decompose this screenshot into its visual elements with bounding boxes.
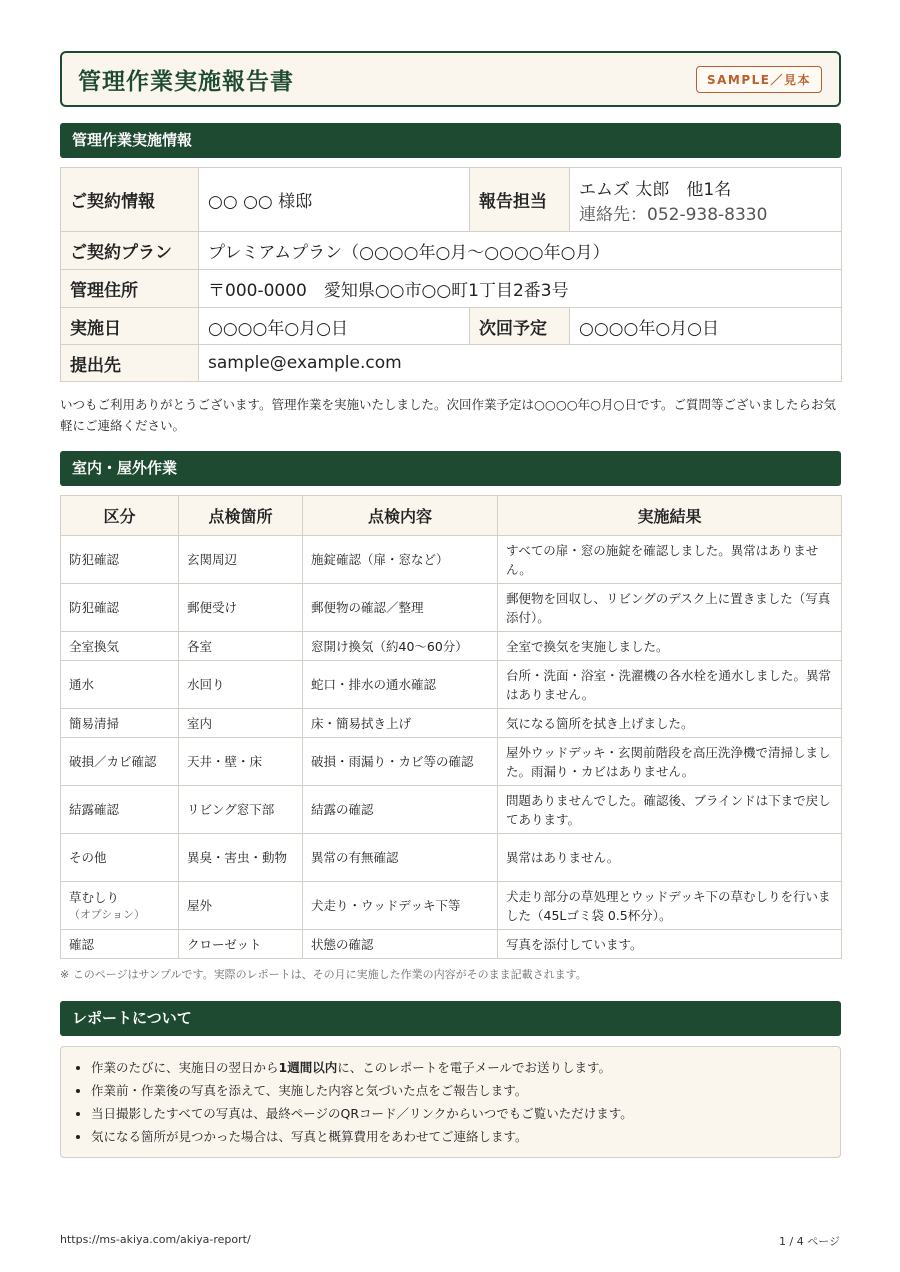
reporter-label: 報告担当 — [470, 168, 570, 232]
table-row — [61, 709, 842, 738]
row-content: 破損・雨漏り・カビ等の確認 — [303, 738, 498, 786]
row-place: リビング窓下部 — [179, 786, 303, 834]
row-result: 郵便物を回収し、リビングのデスク上に置きました（写真添付）。 — [498, 584, 842, 632]
title-box — [60, 51, 841, 107]
info-row-date — [61, 308, 842, 345]
table-row — [61, 632, 842, 661]
row-place: 郵便受け — [179, 584, 303, 632]
table-row — [61, 738, 842, 786]
next-value: ○○○○年○月○日 — [570, 308, 842, 345]
row-category-cell — [61, 882, 179, 930]
intro-text: いつもご利用ありがとうございます。管理作業を実施いたしました。次回作業予定は○○○○年○月○日です。ご質問等ございましたらお気軽にご連絡ください。 — [60, 397, 836, 433]
table-row — [61, 834, 842, 882]
row-result: 気になる箇所を拭き上げました。 — [498, 709, 842, 738]
row-content: 犬走り・ウッドデッキ下等 — [303, 882, 498, 930]
row-result: 写真を添付しています。 — [498, 930, 842, 959]
row-category: 通水 — [61, 661, 179, 709]
address-value: 〒000-0000 愛知県○○市○○町1丁目2番3号 — [199, 270, 842, 308]
row-result: 台所・洗面・浴室・洗濯機の各水栓を通水しました。異常はありません。 — [498, 661, 842, 709]
row-category: 簡易清掃 — [61, 709, 179, 738]
row-place: 天井・壁・床 — [179, 738, 303, 786]
header-category: 区分 — [61, 496, 179, 536]
table-row — [61, 536, 842, 584]
row-result: 異常はありません。 — [498, 834, 842, 882]
list-item: • 当日撮影したすべての写真は、最終ページのQRコード／リンクからいつでもご覧いただけます。 — [91, 1102, 826, 1125]
row-result: 問題ありませんでした。確認後、ブラインドは下まで戻してあります。 — [498, 786, 842, 834]
row-result: 全室で換気を実施しました。 — [498, 632, 842, 661]
row-category: 草むしり — [69, 890, 120, 905]
sample-badge: SAMPLE／見本 — [696, 66, 822, 93]
contract-value: ○○ ○○ 様邸 — [199, 168, 470, 232]
header-place: 点検箇所 — [179, 496, 303, 536]
about-item1-pre: 作業のたびに、実施日の翌日から — [91, 1060, 279, 1075]
submit-value: sample@example.com — [199, 345, 842, 382]
row-content: 異常の有無確認 — [303, 834, 498, 882]
row-content: 施錠確認（扉・窓など） — [303, 536, 498, 584]
sample-note: ※ このページはサンプルです。実際のレポートは、その月に実施した作業の内容がそのまま記載されます。 — [60, 968, 587, 981]
work-table-header — [61, 496, 842, 536]
list-item — [91, 1056, 826, 1079]
option-note: （オプション） — [69, 908, 146, 921]
date-value: ○○○○年○月○日 — [199, 308, 470, 345]
reporter-name: エムズ 太郎 他1名 — [579, 179, 732, 200]
info-row-submit — [61, 345, 842, 382]
address-label: 管理住所 — [61, 270, 199, 308]
info-row-address — [61, 270, 842, 308]
list-item: • 作業前・作業後の写真を添えて、実施した内容と気づいた点をご報告します。 — [91, 1079, 826, 1102]
row-category: 防犯確認 — [61, 584, 179, 632]
report-page — [60, 51, 841, 1158]
row-place: 異臭・害虫・動物 — [179, 834, 303, 882]
row-result: 屋外ウッドデッキ・玄関前階段を高圧洗浄機で清掃しました。雨漏り・カビはありません。 — [498, 738, 842, 786]
table-row — [61, 882, 842, 930]
table-row — [61, 584, 842, 632]
row-category: その他 — [61, 834, 179, 882]
info-row-contract — [61, 168, 842, 232]
section-header-info: 管理作業実施情報 — [60, 123, 841, 158]
info-table — [60, 167, 842, 382]
row-category: 結露確認 — [61, 786, 179, 834]
plan-label: ご契約プラン — [61, 232, 199, 270]
table-row — [61, 786, 842, 834]
work-table — [60, 495, 842, 959]
info-row-plan — [61, 232, 842, 270]
section-header-work: 室内・屋外作業 — [60, 451, 841, 486]
row-category: 破損／カビ確認 — [61, 738, 179, 786]
row-content: 蛇口・排水の通水確認 — [303, 661, 498, 709]
row-content: 窓開け換気（約40〜60分） — [303, 632, 498, 661]
about-item1-bold: 1週間以内 — [278, 1060, 338, 1075]
header-content: 点検内容 — [303, 496, 498, 536]
row-content: 郵便物の確認／整理 — [303, 584, 498, 632]
page-number: 1 / 4 ページ — [779, 1235, 840, 1248]
row-place: 各室 — [179, 632, 303, 661]
row-place: 玄関周辺 — [179, 536, 303, 584]
row-content: 状態の確認 — [303, 930, 498, 959]
row-place: 室内 — [179, 709, 303, 738]
next-label: 次回予定 — [470, 308, 570, 345]
about-list — [91, 1056, 826, 1148]
table-row — [61, 661, 842, 709]
plan-value: プレミアムプラン（○○○○年○月〜○○○○年○月） — [199, 232, 842, 270]
reporter-cell — [570, 168, 842, 232]
about-box — [60, 1046, 841, 1158]
row-category: 全室換気 — [61, 632, 179, 661]
table-row — [61, 930, 842, 959]
row-category: 防犯確認 — [61, 536, 179, 584]
footer-url: https://ms-akiya.com/akiya-report/ — [60, 1233, 251, 1246]
row-content: 結露の確認 — [303, 786, 498, 834]
contract-label: ご契約情報 — [61, 168, 199, 232]
list-item: • 気になる箇所が見つかった場合は、写真と概算費用をあわせてご連絡します。 — [91, 1125, 826, 1148]
row-result: 犬走り部分の草処理とウッドデッキ下の草むしりを行いました（45Lゴミ袋 0.5杯分）。 — [498, 882, 842, 930]
row-result: すべての扉・窓の施錠を確認しました。異常はありません。 — [498, 536, 842, 584]
row-place: 屋外 — [179, 882, 303, 930]
row-place: 水回り — [179, 661, 303, 709]
row-place: クローゼット — [179, 930, 303, 959]
row-category: 確認 — [61, 930, 179, 959]
section-header-about: レポートについて — [60, 1001, 841, 1036]
header-result: 実施結果 — [498, 496, 842, 536]
about-item1-post: に、このレポートを電子メールでお送りします。 — [337, 1060, 611, 1075]
submit-label: 提出先 — [61, 345, 199, 382]
reporter-contact: 連絡先：052-938-8330 — [579, 204, 768, 225]
page-title: 管理作業実施報告書 — [78, 68, 294, 95]
date-label: 実施日 — [61, 308, 199, 345]
row-content: 床・簡易拭き上げ — [303, 709, 498, 738]
